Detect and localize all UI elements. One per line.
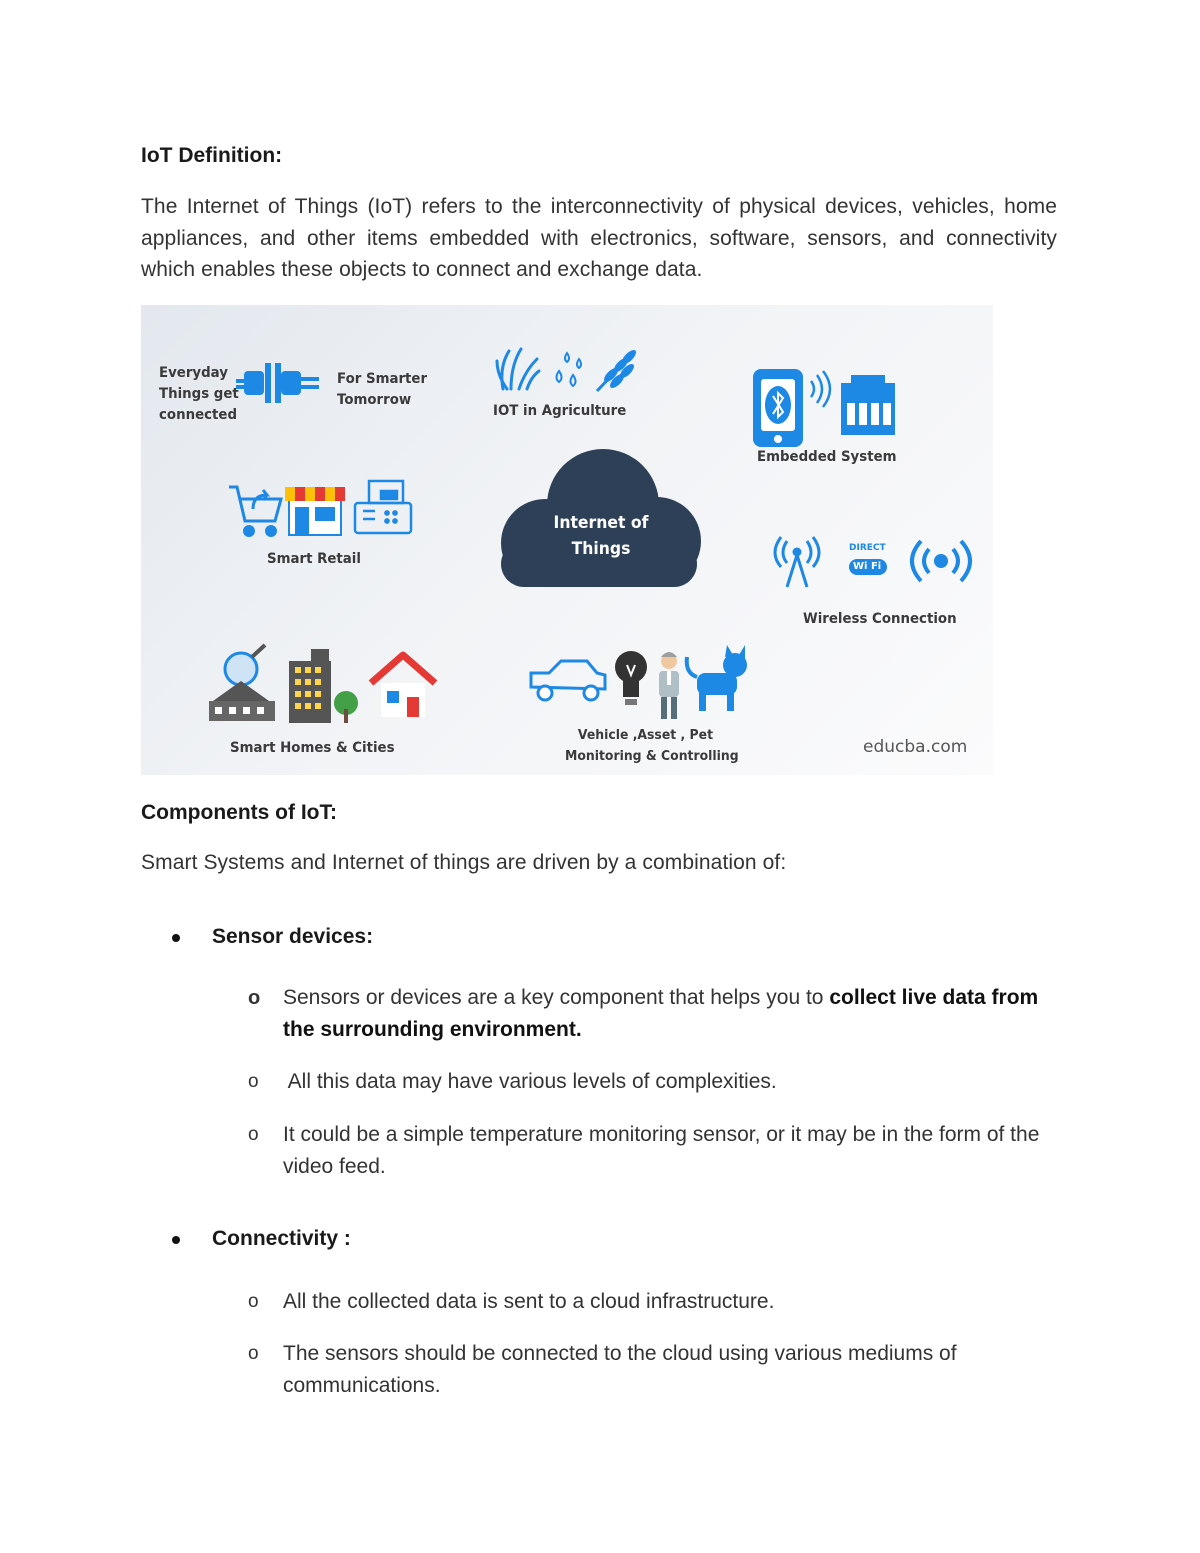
city-search-icon xyxy=(209,645,275,721)
list-item-text: All the collected data is sent to a cloud infrastructure. xyxy=(283,1290,775,1313)
shopping-cart-icon xyxy=(229,487,281,536)
list-item-plain: Sensors or devices are a key component that helps you to xyxy=(283,986,830,1009)
section-title: Sensor devices: xyxy=(212,925,374,948)
sub-bullet-icon: o xyxy=(248,1124,259,1145)
source-watermark: educba.com xyxy=(863,737,968,757)
smart-retail-label: Smart Retail xyxy=(267,551,361,567)
definition-paragraph: The Internet of Things (IoT) refers to the interconnectivity of physical devices, vehicles, home appliances, and other items embedded with electronics, software, sensors, and connectivity which enables these objects to connect and exchange data. xyxy=(141,195,1057,281)
person-icon xyxy=(659,652,679,719)
cloud-label xyxy=(546,510,656,562)
wifi-direct-bottom-label: Wi Fi xyxy=(853,561,882,572)
grass-icon xyxy=(497,349,539,389)
cat-icon xyxy=(687,645,747,711)
everyday-line-2: Things get xyxy=(159,386,239,402)
bluetooth-phone-icon xyxy=(753,369,830,447)
vehicle-monitoring-label xyxy=(565,725,739,767)
light-bulb-icon xyxy=(615,651,647,705)
everyday-line-1: Everyday xyxy=(159,365,228,381)
sub-bullet-icon: o xyxy=(248,1343,259,1364)
store-icon xyxy=(285,487,345,535)
sub-bullet-icon: o xyxy=(248,1071,259,1092)
list-item-text: All this data may have various levels of complexities. xyxy=(283,1070,777,1093)
wireless-connection-label: Wireless Connection xyxy=(803,611,957,627)
bullet-icon xyxy=(172,1236,180,1244)
list-item-bold: collect live data from the surrounding environment. xyxy=(283,986,1039,1041)
components-intro: Smart Systems and Internet of things are driven by a combination of: xyxy=(141,851,787,874)
vehicle-line-2: Monitoring & Controlling xyxy=(565,748,739,764)
agriculture-label: IOT in Agriculture xyxy=(493,403,627,419)
embedded-device-icon xyxy=(841,375,895,435)
components-heading: Components of IoT: xyxy=(141,801,337,824)
water-drops-icon xyxy=(557,353,582,386)
smart-homes-label: Smart Homes & Cities xyxy=(230,740,395,756)
section-title: Connectivity : xyxy=(212,1227,351,1250)
smarter-tomorrow-label xyxy=(337,369,427,411)
building-icon xyxy=(289,649,358,723)
iot-infographic xyxy=(141,305,993,775)
bullet-icon xyxy=(172,934,180,942)
wifi-direct-top-label: DIRECT xyxy=(849,543,886,553)
everyday-things-label xyxy=(159,363,239,426)
list-item-text: The sensors should be connected to the cloud using various mediums of communications. xyxy=(283,1342,957,1397)
cloud-line-2: Things xyxy=(571,539,631,559)
list-item-text xyxy=(283,982,1043,1046)
antenna-icon xyxy=(775,537,819,587)
embedded-system-label: Embedded System xyxy=(757,449,897,465)
definition-heading: IoT Definition: xyxy=(141,144,283,167)
everyday-line-3: connected xyxy=(159,407,237,423)
vehicle-line-1: Vehicle ,Asset , Pet xyxy=(577,727,714,743)
smarter-line-1: For Smarter xyxy=(337,371,428,387)
sub-bullet-icon: o xyxy=(248,987,261,1009)
wheat-icon xyxy=(597,348,638,391)
list-item-text: It could be a simple temperature monitoring sensor, or it may be in the form of the video feed. xyxy=(283,1123,1040,1178)
cloud-line-1: Internet of xyxy=(553,513,649,533)
house-icon xyxy=(371,655,435,717)
cash-register-icon xyxy=(355,481,411,533)
smarter-line-2: Tomorrow xyxy=(337,392,412,408)
car-icon xyxy=(531,661,605,700)
wireless-signal-icon xyxy=(912,541,970,581)
sub-bullet-icon: o xyxy=(248,1291,259,1312)
plug-icon xyxy=(236,363,319,403)
